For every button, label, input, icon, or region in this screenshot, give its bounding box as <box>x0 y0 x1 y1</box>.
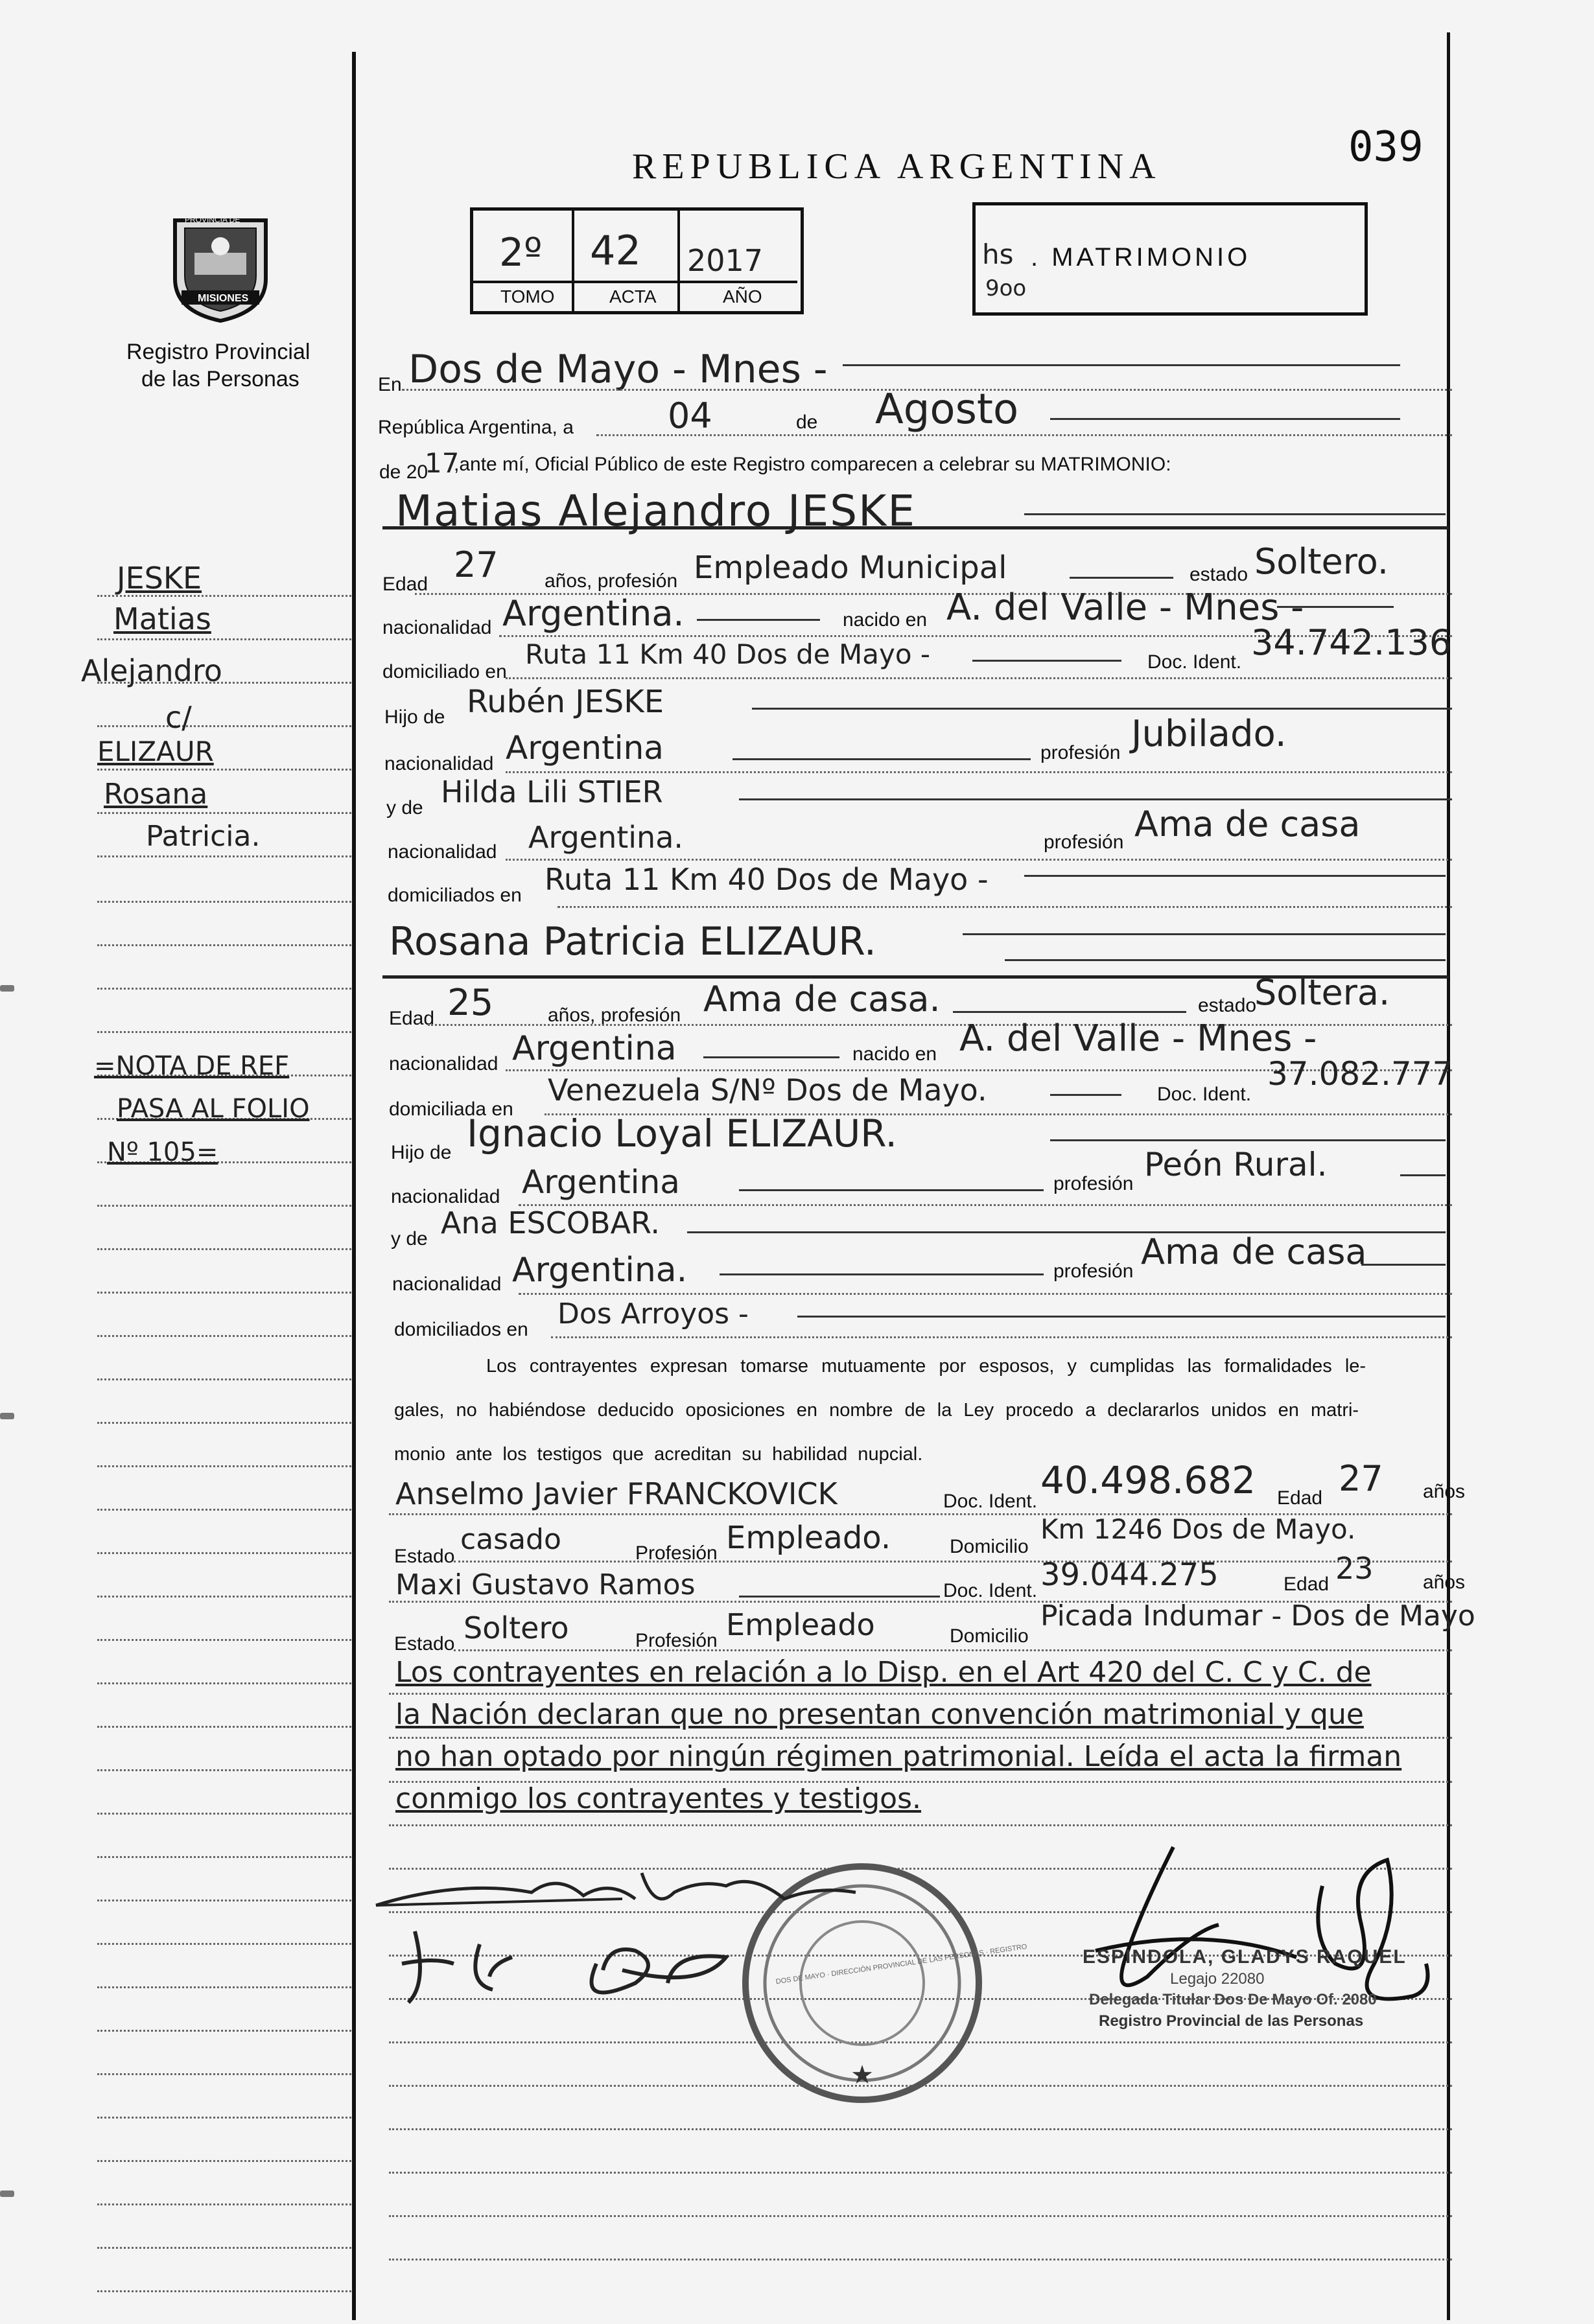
bride-father-profesion: Peón Rural. <box>1144 1146 1328 1183</box>
seal-lettering-top: PROVINCIA DE <box>185 215 240 224</box>
groom-estado: Soltero. <box>1254 541 1389 582</box>
underline <box>843 364 1400 366</box>
groom-edad-label: Edad <box>382 574 428 595</box>
witness1-estado: casado <box>460 1523 561 1556</box>
signature-groom <box>389 1873 583 1903</box>
bride-mother-label: y de <box>391 1228 428 1249</box>
bride-father-label: Hijo de <box>391 1142 452 1163</box>
underline <box>953 1011 1186 1013</box>
bride-profesion: Ama de casa. <box>703 979 941 1019</box>
folio-number: 039 <box>1348 123 1424 171</box>
groom-father: Rubén JESKE <box>467 684 664 720</box>
groom-parents-domicilio: Ruta 11 Km 40 Dos de Mayo - <box>545 862 989 897</box>
margin-bride-name1: Rosana <box>104 778 208 811</box>
hour-value: 9oo <box>985 275 1027 301</box>
fill-line <box>389 2172 1452 2174</box>
witness1-name: Anselmo Javier FRANCKOVICK <box>395 1476 838 1511</box>
witness1-domicilio: Km 1246 Dos de Mayo. <box>1040 1513 1356 1545</box>
witness2-anos-label: años <box>1423 1572 1466 1593</box>
bride-estado: Soltera. <box>1254 972 1390 1013</box>
groom-mother-label: y de <box>386 797 423 819</box>
underline <box>739 1596 940 1598</box>
bride-mother-nacionalidad: Argentina. <box>512 1251 688 1290</box>
underline <box>1050 418 1400 420</box>
underline <box>1005 959 1446 961</box>
margin-note-line2: PASA AL FOLIO <box>117 1094 310 1124</box>
bride-doc-label: Doc. Ident. <box>1157 1084 1252 1105</box>
official-stamp-line3: Delegada Titular Dos De Mayo Of. 2080 <box>1089 1991 1377 2008</box>
svg-text:★: ★ <box>850 2060 874 2090</box>
notes-line2: la Nación declaran que no presentan convención matrimonial y que <box>395 1698 1364 1731</box>
register-box-divider <box>572 207 574 311</box>
registry-name-line1: Registro Provincial <box>126 340 311 364</box>
fill-line <box>506 771 1452 773</box>
groom-nacido-label: nacido en <box>843 609 928 631</box>
groom-mother-profesion: Ama de casa <box>1134 804 1361 844</box>
underline <box>1050 1139 1446 1141</box>
bride-father: Ignacio Loyal ELIZAUR. <box>467 1111 897 1156</box>
witness2-estado-label: Estado <box>394 1633 455 1655</box>
bride-mother: Ana ESCOBAR. <box>441 1205 660 1240</box>
bride-nacionalidad: Argentina <box>512 1029 677 1068</box>
register-box-divider <box>473 281 797 283</box>
underline <box>733 758 1031 760</box>
groom-profesion: Empleado Municipal <box>694 550 1007 586</box>
register-box-divider <box>677 207 680 311</box>
fill-line <box>389 1693 1452 1695</box>
bride-edad-label: Edad <box>389 1008 435 1029</box>
tomo-label: TOMO <box>500 286 555 307</box>
margin-bride-surname: ELIZAUR <box>97 736 214 767</box>
bride-full-name: Rosana Patricia ELIZAUR. <box>389 919 876 964</box>
official-stamp-line1: ESPINDOLA, GLADYS RAQUEL <box>1083 1946 1407 1968</box>
groom-nacionalidad: Argentina. <box>502 593 685 634</box>
groom-estado-label: estado <box>1190 564 1248 585</box>
groom-mother-nacionalidad: Argentina. <box>528 820 684 855</box>
opening-statement: ,ante mí, Oficial Público de este Registro comparecen a celebrar su MATRIMONIO: <box>454 454 1171 475</box>
groom-father-profesion: Jubilado. <box>1131 713 1287 755</box>
fill-line <box>557 906 1452 908</box>
year-suffix: 17 <box>425 447 460 479</box>
groom-father-nacionalidad: Argentina <box>506 729 664 767</box>
margin-note-line3: Nº 105= <box>107 1137 218 1167</box>
bride-father-profesion-label: profesión <box>1053 1173 1134 1194</box>
official-stamp-line4: Registro Provincial de las Personas <box>1099 2012 1364 2030</box>
ano-label: AÑO <box>723 286 762 307</box>
declaration-line1: Los contrayentes expresan tomarse mutuamente por esposos, y cumplidas las formalidades le- <box>486 1356 1366 1377</box>
place-value: Dos de Mayo - Mnes - <box>408 347 828 392</box>
notes-line4: conmigo los contrayentes y testigos. <box>395 1782 922 1815</box>
republica-label: República Argentina, a <box>378 417 574 438</box>
ano-value: 2017 <box>687 243 764 278</box>
witness2-domicilio: Picada Indumar - Dos de Mayo <box>1040 1599 1475 1633</box>
underline <box>1024 513 1446 515</box>
groom-father-nacionalidad-label: nacionalidad <box>384 753 494 774</box>
witness2-estado: Soltero <box>463 1610 569 1645</box>
bride-parents-domicilio: Dos Arroyos - <box>557 1297 749 1330</box>
en-label: En <box>378 374 402 395</box>
witness1-edad: 27 <box>1339 1458 1383 1499</box>
section-rule <box>382 526 1449 529</box>
groom-mother-profesion-label: profesión <box>1044 831 1124 853</box>
fill-line <box>389 2259 1452 2260</box>
year-prefix: de 20 <box>379 461 428 483</box>
round-stamp-text: DOS DE MAYO · DIRECCIÓN PROVINCIAL DE LAS PERSONAS · REGISTRO <box>775 1942 1028 1986</box>
tomo-value: 2º <box>499 230 543 275</box>
underline <box>752 708 1452 710</box>
witness2-edad: 23 <box>1335 1551 1374 1586</box>
bride-mother-profesion: Ama de casa <box>1141 1231 1367 1272</box>
margin-conjunction: c/ <box>165 700 192 735</box>
witness2-doc-label: Doc. Ident. <box>943 1580 1038 1601</box>
groom-father-label: Hijo de <box>384 706 445 728</box>
margin-name1: Matias <box>113 601 211 636</box>
bride-father-nacionalidad-label: nacionalidad <box>391 1186 500 1207</box>
underline <box>963 933 1446 935</box>
de-label: de <box>796 412 818 433</box>
fill-line <box>596 434 1452 436</box>
margin-note-line1: =NOTA DE REF <box>94 1051 290 1081</box>
act-type-title: . MATRIMONIO <box>1031 243 1251 272</box>
fill-line <box>551 1336 1452 1338</box>
declaration-line2: gales, no habiéndose deducido oposiciones en nombre de la Ley procedo a declararlos unidos en matri- <box>394 1400 1359 1421</box>
margin-name2: Alejandro <box>81 653 222 688</box>
bride-domiciliados-label: domiciliados en <box>394 1319 528 1340</box>
underline <box>1400 1174 1446 1176</box>
witness1-edad-label: Edad <box>1277 1487 1323 1509</box>
underline <box>697 619 820 621</box>
witness2-profesion: Empleado <box>726 1607 875 1642</box>
underline <box>797 1316 1446 1318</box>
bride-doc: 37.082.777 <box>1267 1055 1453 1093</box>
groom-mother-nacionalidad-label: nacionalidad <box>388 841 497 863</box>
bride-nacido: A. del Valle - Mnes - <box>959 1017 1317 1060</box>
month-value: Agosto <box>875 386 1019 434</box>
binding-hole <box>0 1413 14 1419</box>
witness1-anos-label: años <box>1423 1481 1466 1502</box>
bride-estado-label: estado <box>1198 995 1257 1016</box>
fill-line <box>389 2128 1452 2130</box>
declaration-line3: monio ante los testigos que acreditan su habilidad nupcial. <box>394 1444 923 1465</box>
groom-father-profesion-label: profesión <box>1040 742 1121 763</box>
underline <box>1050 1094 1121 1096</box>
margin-bride-name2: Patricia. <box>146 820 261 853</box>
margin-surname: JESKE <box>117 561 202 596</box>
witness1-doc-label: Doc. Ident. <box>943 1491 1038 1512</box>
underline <box>972 660 1121 662</box>
bride-domiciliada-label: domiciliada en <box>389 1098 513 1120</box>
witness2-name: Maxi Gustavo Ramos <box>395 1568 696 1601</box>
province-seal-icon <box>162 207 279 324</box>
witness2-edad-label: Edad <box>1283 1574 1330 1595</box>
registry-name-line2: de las Personas <box>141 367 299 391</box>
left-margin-rule <box>352 52 356 2320</box>
witness2-doc: 39.044.275 <box>1040 1557 1219 1593</box>
groom-doc: 34.742.136 <box>1251 622 1452 663</box>
witness1-profesion-label: Profesión <box>635 1542 718 1564</box>
groom-domicilio: Ruta 11 Km 40 Dos de Mayo - <box>525 638 931 670</box>
official-stamp-line2: Legajo 22080 <box>1170 1970 1265 1988</box>
bride-nacionalidad-label: nacionalidad <box>389 1053 498 1075</box>
groom-doc-label: Doc. Ident. <box>1147 651 1242 673</box>
witness2-domicilio-label: Domicilio <box>950 1625 1029 1647</box>
fill-line <box>389 2215 1452 2217</box>
acta-label: ACTA <box>609 286 657 307</box>
underline <box>1361 1264 1446 1266</box>
groom-nacido: A. del Valle - Mnes - <box>946 587 1304 629</box>
witness2-profesion-label: Profesión <box>635 1630 718 1651</box>
seal-lettering-bottom: MISIONES <box>198 293 249 304</box>
groom-nacionalidad-label: nacionalidad <box>382 617 492 638</box>
hours-label: hs <box>982 238 1014 270</box>
bride-nacido-label: nacido en <box>852 1043 937 1065</box>
fill-line <box>454 1561 1452 1563</box>
underline <box>1024 875 1446 877</box>
fill-line <box>506 859 1452 861</box>
signature-bride <box>629 1873 847 1903</box>
witness1-doc: 40.498.682 <box>1040 1458 1256 1502</box>
bride-father-nacionalidad: Argentina <box>522 1163 680 1201</box>
bride-mother-nacionalidad-label: nacionalidad <box>392 1273 502 1295</box>
bride-mother-profesion-label: profesión <box>1053 1261 1134 1282</box>
notes-line3: no han optado por ningún régimen patrimonial. Leída el acta la firman <box>395 1740 1402 1773</box>
groom-mother: Hilda Lili STIER <box>441 774 663 809</box>
underline <box>720 1273 1044 1275</box>
groom-domiciliado-label: domiciliado en <box>382 661 507 682</box>
groom-domiciliados-label: domiciliados en <box>388 885 522 906</box>
witness1-domicilio-label: Domicilio <box>950 1536 1029 1557</box>
underline <box>1277 606 1394 608</box>
witness1-estado-label: Estado <box>394 1546 455 1567</box>
fill-line <box>454 1649 1452 1651</box>
binding-hole <box>0 985 14 992</box>
underline <box>703 1056 839 1058</box>
acta-value: 42 <box>590 227 641 274</box>
bride-edad: 25 <box>447 982 494 1024</box>
bride-anos-label: años, profesión <box>548 1005 681 1026</box>
underline <box>1070 577 1173 579</box>
groom-edad: 27 <box>454 544 498 585</box>
bride-domicilio: Venezuela S/Nº Dos de Mayo. <box>548 1073 987 1108</box>
underline <box>739 798 1452 800</box>
witness1-profesion: Empleado. <box>726 1520 891 1556</box>
groom-full-name: Matias Alejandro JESKE <box>395 486 917 536</box>
binding-hole <box>0 2190 14 2197</box>
fill-line <box>506 677 1452 679</box>
notes-line1: Los contrayentes en relación a lo Disp. en el Art 420 del C. C y C. de <box>395 1656 1372 1689</box>
fill-line <box>389 1824 1452 1826</box>
day-value: 04 <box>668 395 712 436</box>
country-heading: REPUBLICA ARGENTINA <box>632 146 1162 187</box>
fill-line <box>519 1293 1452 1295</box>
fill-line <box>389 1737 1452 1739</box>
groom-anos-label: años, profesión <box>545 570 678 592</box>
underline <box>739 1189 1044 1191</box>
